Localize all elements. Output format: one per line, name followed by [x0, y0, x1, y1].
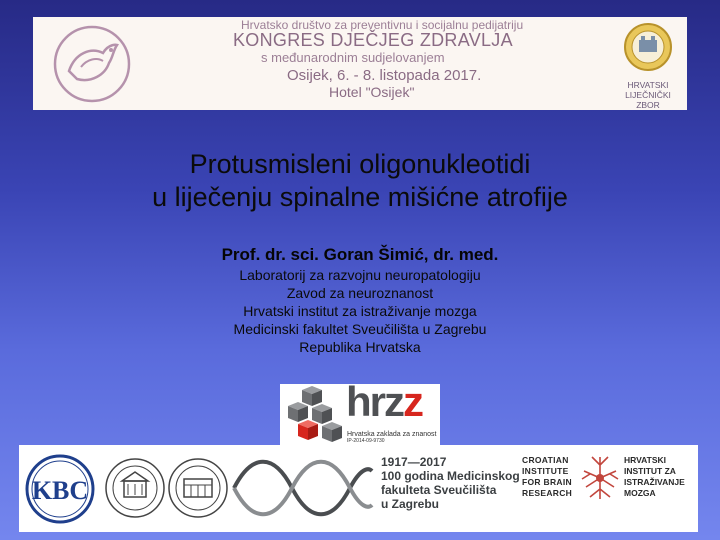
organizer-name: Hrvatsko društvo za preventivnu i socijalnu pedijatriju: [241, 18, 524, 32]
kbc-logo-text: KBC: [31, 476, 89, 505]
faculty-seal-icon: [167, 457, 229, 519]
kbc-logo-icon: [24, 453, 96, 525]
affiliations: [0, 266, 720, 356]
hrzz-wordmark-end: z: [403, 384, 422, 425]
conference-banner: [33, 17, 687, 110]
affiliation-line: Laboratorij za razvojnu neuropatologiju: [239, 267, 481, 283]
hiim-line: ISTRAŽIVANJE: [624, 477, 685, 487]
congress-title: KONGRES DJEČJEG ZDRAVLJA: [233, 30, 513, 50]
cubes-icon: [282, 386, 344, 444]
hiim-line: MOZGA: [624, 488, 656, 498]
cibr-line: RESEARCH: [522, 488, 573, 498]
hrzz-wordmark: [346, 384, 422, 426]
medical-association-name: [615, 80, 681, 110]
hiim-line: INSTITUT ZA: [624, 466, 676, 476]
dove-logo-icon: [51, 23, 133, 105]
affiliation-line: Republika Hrvatska: [299, 339, 421, 355]
congress-subtitle: s međunarodnim sudjelovanjem: [261, 50, 445, 65]
medical-association-name-line: HRVATSKI: [627, 80, 669, 90]
author-name: Prof. dr. sci. Goran Šimić, dr. med.: [221, 245, 499, 264]
anniversary-wave-icon: [232, 459, 374, 517]
anniversary-line: 1917—2017: [381, 455, 447, 469]
hrzz-wordmark-start: hrz: [346, 384, 403, 425]
grant-code: IP-2014-09-9730: [347, 438, 385, 444]
presentation-title: [0, 148, 720, 214]
title-line-1: Protusmisleni oligonukleotidi: [189, 149, 531, 179]
congress-venue: Hotel "Osijek": [329, 84, 415, 100]
cibr-line: FOR BRAIN: [522, 477, 572, 487]
hiim-line: HRVATSKI: [624, 455, 667, 465]
medical-association-name-line: LIJEČNIČKI ZBOR: [625, 90, 671, 110]
cibr-line: CROATIAN: [522, 455, 569, 465]
title-line-2: u liječenju spinalne mišićne atrofije: [152, 182, 568, 212]
cibr-text: [522, 455, 572, 499]
medical-association-seal-icon: [623, 22, 673, 72]
sponsor-logos: [19, 445, 698, 532]
university-seal-icon: [104, 457, 166, 519]
anniversary-line: 100 godina Medicinskog: [381, 469, 520, 483]
hiim-text: [624, 455, 685, 499]
anniversary-line: u Zagrebu: [381, 497, 440, 511]
affiliation-line: Medicinski fakultet Sveučilišta u Zagrebu: [233, 321, 487, 337]
congress-dates: Osijek, 6. - 8. listopada 2017.: [287, 67, 482, 84]
anniversary-text: [381, 455, 520, 511]
anniversary-line: fakulteta Sveučilišta: [381, 483, 497, 497]
affiliation-line: Zavod za neuroznanost: [286, 285, 434, 301]
cibr-line: INSTITUTE: [522, 466, 569, 476]
hrzz-logo: [280, 384, 440, 445]
hrzz-caption: Hrvatska zaklada za znanost: [347, 431, 437, 438]
affiliation-line: Hrvatski institut za istraživanje mozga: [243, 303, 477, 319]
neuron-icon: [578, 453, 622, 503]
